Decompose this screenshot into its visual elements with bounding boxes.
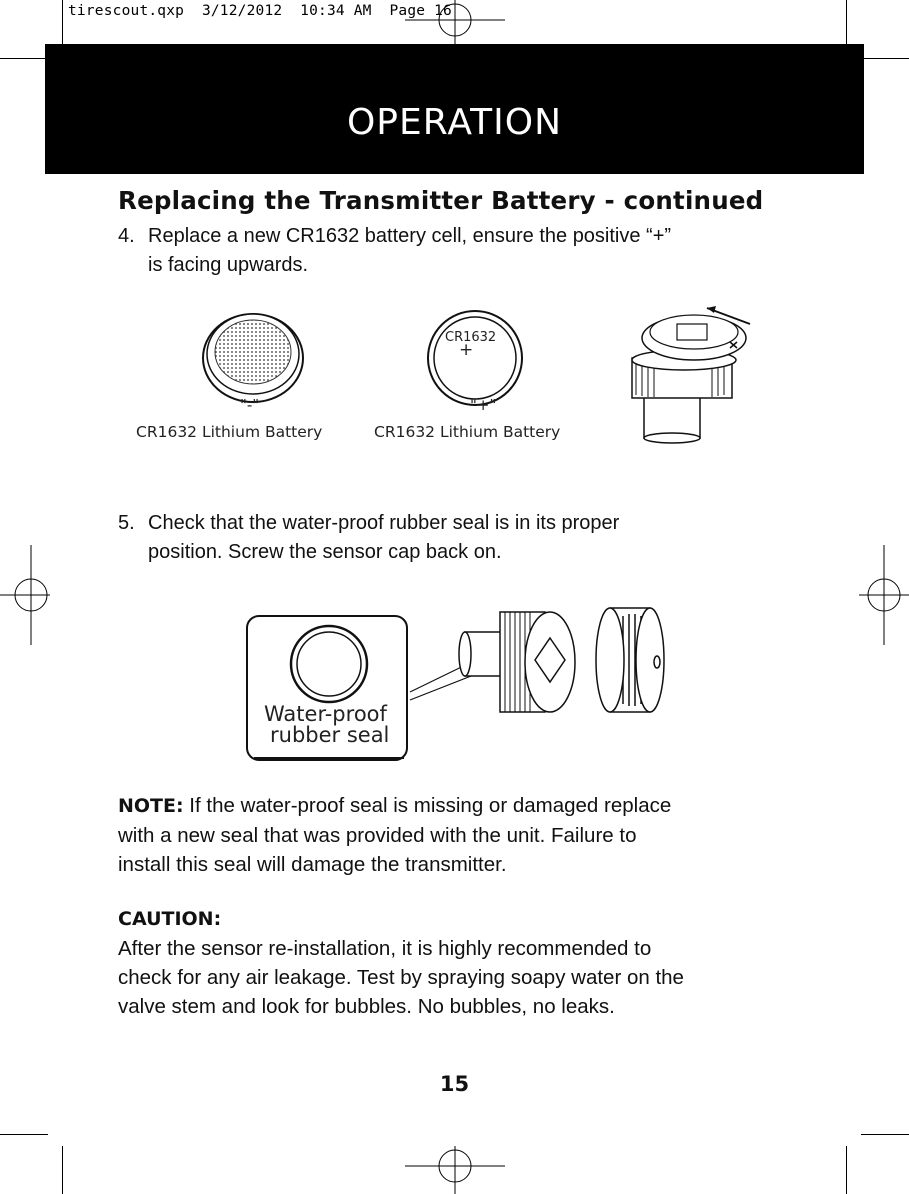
crop-mark-tr-h (861, 58, 909, 59)
step-5 (118, 509, 798, 569)
page-title: OPERATION (346, 102, 563, 143)
step-text (148, 222, 788, 280)
step-text-line: position. Screw the sensor cap back on. (148, 541, 502, 563)
note-text-line: with a new seal that was provided with the unit. Failure to (118, 824, 637, 847)
note-label: NOTE: (118, 795, 184, 817)
registration-target-right (859, 545, 909, 645)
registration-target-top (405, 0, 505, 48)
caution-text-line: check for any air leakage. Test by spraying soapy water on the (118, 966, 684, 989)
crop-mark-tr-v (846, 0, 847, 48)
crop-mark-tl-v (62, 0, 63, 48)
note-text-line: If the water-proof seal is missing or damaged replace (183, 794, 672, 817)
header-bar (45, 44, 864, 174)
seal-label-line2: rubber seal (270, 723, 390, 747)
battery-positive-engraving: CR1632 (445, 330, 497, 345)
note-paragraph (118, 791, 808, 879)
caution-text-line: After the sensor re-installation, it is highly recommended to (118, 937, 652, 960)
note-text-line: install this seal will damage the transmitter. (118, 853, 507, 876)
sensor-open-illustration (622, 300, 762, 445)
caution-paragraph (118, 904, 808, 1021)
caution-label: CAUTION: (118, 908, 222, 930)
battery-positive-polarity: "+" (470, 396, 497, 414)
plus-sign-icon: + (459, 340, 474, 360)
caution-text-line: valve stem and look for bubbles. No bubbles, no leaks. (118, 995, 615, 1018)
step-number: 5. (118, 512, 135, 534)
step-text (148, 509, 788, 567)
crop-mark-br-h (861, 1134, 909, 1135)
step-text-line: Check that the water-proof rubber seal is in its proper (148, 512, 620, 534)
registration-target-left (0, 545, 50, 645)
step-number: 4. (118, 225, 135, 247)
sensor-assembly-illustration (405, 600, 675, 720)
battery-negative-illustration (198, 306, 308, 406)
crop-mark-tl-h (0, 58, 48, 59)
step-text-line: is facing upwards. (148, 254, 309, 276)
battery-negative-polarity: "-" (240, 396, 260, 414)
seal-label-line1: Water-proof (264, 702, 387, 726)
page-number: 15 (439, 1072, 470, 1096)
section-title: Replacing the Transmitter Battery - continued (118, 186, 764, 215)
crop-mark-bl-v (62, 1146, 63, 1194)
battery-positive-illustration (420, 306, 530, 406)
registration-target-bottom (405, 1146, 505, 1194)
crop-mark-bl-h (0, 1134, 48, 1135)
crop-mark-br-v (846, 1146, 847, 1194)
print-slug: tirescout.qxp 3/12/2012 10:34 AM Page 16 (68, 3, 452, 19)
battery-positive-caption: CR1632 Lithium Battery (374, 423, 561, 441)
step-4 (118, 222, 798, 282)
battery-negative-caption: CR1632 Lithium Battery (136, 423, 323, 441)
step-text-line: Replace a new CR1632 battery cell, ensure the positive “+” (148, 225, 672, 247)
